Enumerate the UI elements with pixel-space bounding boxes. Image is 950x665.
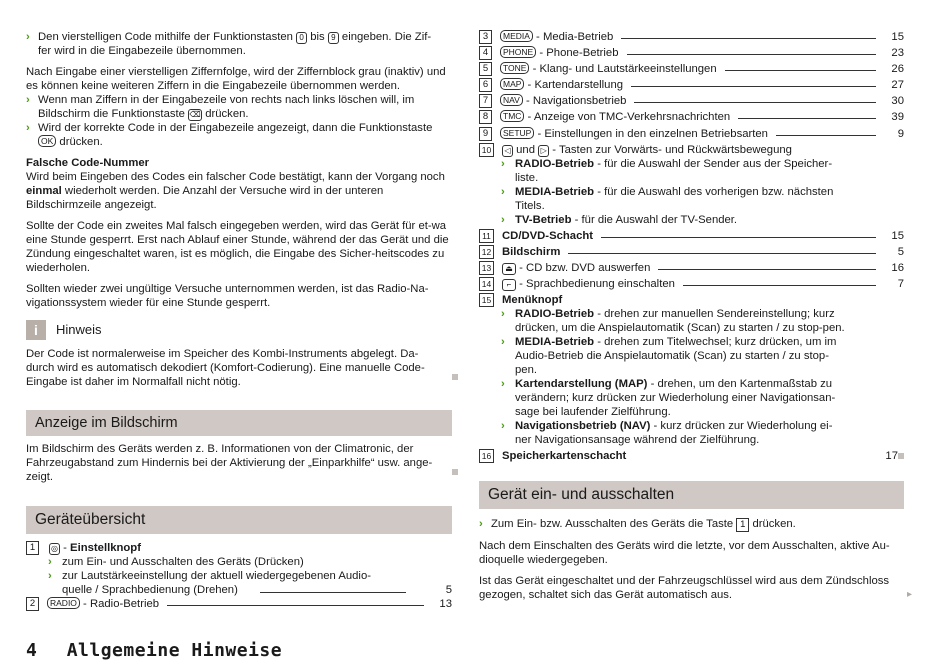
text: Den vierstelligen Code mithilfe der Funktionstasten	[38, 31, 297, 43]
sub-bullet-volume	[48, 569, 452, 597]
text: Zum Ein- bzw. Ausschalten des Geräts die Taste	[491, 518, 737, 531]
mode-label: RADIO-Betrieb	[515, 157, 595, 170]
text: - kurz drücken zur Wiederholung ei-ner Navigationsansage während der Zielführung.	[515, 420, 833, 447]
leader-line	[167, 597, 424, 606]
page-ref: 17	[885, 450, 898, 463]
text: drücken.	[202, 108, 249, 120]
sub-bullet	[501, 157, 846, 185]
toc-row	[479, 94, 904, 110]
bullet-enter-code	[26, 30, 452, 58]
section-heading-display: Anzeige im Bildschirm	[26, 410, 452, 436]
text: drücken.	[56, 136, 103, 148]
item-label: - Anzeige von TMC-Verkehrsnachrichten	[524, 111, 731, 124]
item-label: - Kartendarstellung	[524, 79, 624, 92]
delete-key-icon: ⌫	[189, 110, 201, 119]
paragraph-false-code	[26, 170, 452, 212]
leader-line	[568, 245, 876, 254]
item-label: Menüknopf	[502, 294, 563, 307]
text: fer wird in die Eingabezeile übernommen.	[38, 45, 246, 57]
leader-line	[776, 127, 876, 136]
mode-label: Kartendarstellung (MAP)	[515, 378, 648, 391]
paragraph-auto-off: Ist das Gerät eingeschaltet und der Fahrzeugschlüssel wird aus dem Zündschloss gezogen, schaltet sich das Gerät automatisch aus.	[479, 575, 890, 602]
item-screen	[479, 245, 904, 261]
callout-number: 2	[26, 597, 39, 611]
paragraph-display-info: Im Bildschirm des Geräts werden z. B. Informationen von der Climatronic, der Fahrzeugabstand zum Hindernis bei der Aktivierung der „Einparkhilfe“ usw. ange-zeigt.	[26, 443, 433, 483]
toc-row	[479, 127, 904, 143]
item-label: - Klang- und Lautstärkeeinstellungen	[529, 63, 717, 76]
callout-number: 16	[479, 449, 494, 463]
hinweis-header	[26, 320, 452, 340]
text-bold: einmal	[26, 185, 62, 197]
toc-row	[479, 62, 904, 78]
text: eingeben. Die Zif-	[338, 31, 432, 43]
callout-number: 7	[479, 94, 492, 108]
voice-control-icon: ⌐	[502, 279, 516, 291]
toc-row	[479, 110, 904, 126]
item-label: Bildschirm	[502, 245, 561, 258]
callout-number: 13	[479, 261, 494, 275]
bullet-arrow-icon: ›	[26, 94, 30, 106]
left-column	[26, 30, 452, 613]
heading-false-code: Falsche Code-Nummer	[26, 157, 150, 169]
item-radio	[26, 597, 452, 613]
leader-line	[738, 110, 876, 119]
bullet-arrow-icon: ›	[501, 213, 505, 226]
toc-row	[479, 30, 904, 46]
mode-label: TV-Betrieb	[515, 213, 572, 226]
button-key: PHONE	[500, 46, 536, 58]
text: bis	[307, 31, 328, 43]
callout-number: 8	[479, 110, 492, 124]
callout-number: 3	[479, 30, 492, 44]
bullet-arrow-icon: ›	[501, 185, 505, 198]
text: - drehen zur manuellen Sendereinstellung; kurz drücken, um die Anspielautomatik (Scan) zu starten / zu stop-pen.	[515, 308, 845, 335]
text: - für die Auswahl des vorherigen bzw. nächsten Titels.	[515, 185, 834, 212]
leader-line	[627, 46, 877, 55]
callout-number: 4	[479, 46, 492, 60]
mode-label: MEDIA-Betrieb	[515, 185, 595, 198]
page-ref: 5	[445, 584, 452, 596]
item-arrow-keys	[479, 143, 904, 157]
text: zur Lautstärkeeinstellung der aktuell wiedergegebenen Audio-quelle / Sprachbedienung (Drehen)	[62, 570, 371, 596]
button-key: TMC	[500, 110, 524, 122]
leader-line	[683, 277, 876, 286]
item-voice-control	[479, 277, 904, 293]
paragraph-lock-hour: Sollte der Code ein zweites Mal falsch eingegeben werden, wird das Gerät für et-wa eine Stunde gesperrt. Erst nach Ablauf einer Stunde, während der das Gerät und die Zündung eingeschaltet waren, ist es möglich, die Eingabe des Sicher-heitscodes zu wiederholen.	[26, 220, 449, 274]
page-ref: 5	[897, 245, 904, 258]
item-eject	[479, 261, 904, 277]
callout-number: 1	[26, 541, 39, 555]
bullet-arrow-icon: ›	[48, 570, 52, 582]
page-ref: 15	[891, 31, 904, 43]
button-key: MAP	[500, 78, 524, 90]
sub-bullet-power	[48, 555, 452, 569]
page-ref: 15	[891, 229, 904, 242]
section-end-marker	[898, 453, 904, 459]
sub-bullet	[501, 307, 846, 335]
item-memory-card-slot	[479, 449, 904, 465]
bullet-arrow-icon: ›	[501, 378, 505, 391]
item-label: - Radio-Betrieb	[79, 598, 160, 610]
page-footer	[26, 640, 283, 661]
callout-number: 15	[479, 293, 494, 307]
page-ref: 26	[891, 63, 904, 76]
continue-arrow-icon: ▸	[906, 589, 912, 601]
left-arrow-key-icon: ◁	[502, 145, 513, 157]
page-ref: 7	[897, 277, 904, 290]
knob-icon: ◎	[49, 543, 60, 555]
bullet-arrow-icon: ›	[501, 420, 505, 433]
leader-line	[725, 62, 876, 71]
bullet-arrow-icon: ›	[479, 518, 483, 531]
text: zum Ein- und Ausschalten des Geräts (Drücken)	[62, 556, 304, 568]
item-label: Einstellknopf	[70, 542, 141, 554]
key-9: 9	[328, 32, 339, 44]
callout-number: 14	[479, 277, 494, 291]
bullet-confirm-code	[26, 121, 452, 149]
eject-icon: ⏏	[502, 263, 516, 275]
ok-key: OK	[38, 135, 56, 147]
leader-line	[621, 30, 876, 39]
right-arrow-key-icon: ▷	[538, 145, 549, 157]
button-key: MEDIA	[500, 30, 533, 42]
sub-bullet	[501, 185, 846, 213]
bullet-arrow-icon: ›	[501, 308, 505, 321]
callout-number: 6	[479, 78, 492, 92]
button-key: NAV	[500, 94, 523, 106]
toc-list	[479, 30, 904, 143]
callout-number: 9	[479, 127, 492, 141]
sub-bullet	[501, 213, 846, 227]
button-key: SETUP	[500, 127, 534, 139]
bullet-arrow-icon: ›	[26, 122, 30, 134]
chapter-title: Allgemeine Hinweise	[66, 640, 283, 661]
mode-label: MEDIA-Betrieb	[515, 336, 595, 349]
text: - drehen, um den Kartenmaßstab zu verändern; kurz drücken zur Wiederholung einer Navigationsan-sage bei laufender Zielführung.	[515, 378, 836, 419]
item-label: Speicherkartenschacht	[502, 450, 627, 463]
section-heading-power: Gerät ein- und ausschalten	[479, 481, 904, 509]
sub-bullet	[501, 335, 846, 377]
text: - Tasten zur Vorwärts- und Rückwärtsbewegung	[549, 143, 792, 156]
info-icon: i	[26, 320, 46, 340]
leader-line	[634, 94, 876, 103]
paragraph-lock-again: Sollten wieder zwei ungültige Versuche unternommen werden, ist das Radio-Na-vigationssystem wieder für eine Stunde gesperrt.	[26, 283, 429, 309]
page-ref: 16	[891, 261, 904, 274]
sub-bullet	[501, 377, 846, 419]
leader-line	[658, 261, 876, 270]
bullet-delete-digits	[26, 93, 452, 121]
page-ref: 27	[891, 79, 904, 92]
item-label: - Navigationsbetrieb	[522, 95, 627, 108]
section-heading-device-overview: Geräteübersicht	[26, 506, 452, 534]
text: - für die Auswahl der Sender aus der Speicher-liste.	[515, 157, 833, 184]
item-label: - Sprachbedienung einschalten	[516, 277, 675, 290]
text: Wenn man Ziffern in der Eingabezeile von rechts nach links löschen will, im Bildschirm die Funktionstaste	[38, 94, 415, 120]
callout-number: 10	[479, 143, 494, 157]
item-cd-dvd-slot	[479, 229, 904, 245]
item-label: - Einstellungen in den einzelnen Betriebsarten	[534, 127, 768, 140]
text: - drehen zum Titelwechsel; kurz drücken, um im Audio-Betrieb die Anspielautomatik (Scan) zu starten / zu stop-pen.	[515, 336, 837, 377]
mode-label: Navigationsbetrieb (NAV)	[515, 420, 651, 433]
item-label: - Phone-Betrieb	[536, 47, 619, 60]
menu-knob-subs	[479, 307, 846, 447]
page-ref: 9	[897, 127, 904, 140]
callout-number: 12	[479, 245, 494, 259]
right-column	[479, 30, 912, 602]
sub-bullet	[501, 419, 846, 447]
button-key: TONE	[500, 62, 529, 74]
item-label: CD/DVD-Schacht	[502, 229, 594, 242]
bullet-arrow-icon: ›	[501, 157, 505, 170]
section-end-marker	[452, 374, 458, 380]
callout-number: 1	[736, 518, 749, 532]
text: drücken.	[749, 518, 796, 531]
leader-line	[631, 78, 876, 87]
page-ref: 39	[891, 111, 904, 124]
hinweis-title: Hinweis	[56, 322, 102, 337]
toc-row	[479, 46, 904, 62]
toc-row	[479, 78, 904, 94]
key-0: 0	[296, 32, 307, 44]
hinweis-text: Der Code ist normalerweise im Speicher des Kombi-Instruments abgelegt. Da-durch wird es automatisch dekodiert (Komfort-Codierung). Eine manuelle Code-Eingabe ist daher im Normalfall nicht nötig.	[26, 348, 425, 388]
bullet-arrow-icon: ›	[26, 31, 30, 43]
page-ref: 23	[891, 47, 904, 60]
text: und	[513, 143, 539, 156]
callout-number: 11	[479, 229, 494, 243]
text: wiederholt werden. Die Anzahl der Versuche wird in der unteren Bildschirmzeile angezeigt.	[26, 185, 384, 211]
page-ref: 30	[891, 95, 904, 108]
callout-number: 5	[479, 62, 492, 76]
bullet-power-key	[479, 517, 904, 532]
item-label: - CD bzw. DVD auswerfen	[516, 261, 651, 274]
paragraph-numpad-grey: Nach Eingabe einer vierstelligen Ziffernfolge, wird der Ziffernblock grau (inaktiv) und es können keine weiteren Ziffern in die Eingabezeile übernommen werden.	[26, 66, 446, 92]
page-number: 4	[26, 640, 38, 661]
leader-line	[601, 229, 876, 238]
bullet-arrow-icon: ›	[501, 336, 505, 349]
text: Wird beim Eingeben des Codes ein falscher Code bestätigt, kann der Vorgang noch	[26, 171, 445, 183]
mode-label: RADIO-Betrieb	[515, 308, 595, 321]
text: Wird der korrekte Code in der Eingabezeile angezeigt, dann die Funktionstaste	[38, 122, 433, 134]
item-menu-knob	[479, 293, 904, 307]
text: - für die Auswahl der TV-Sender.	[571, 213, 738, 226]
paragraph-last-source: Nach dem Einschalten des Geräts wird die letzte, vor dem Ausschalten, aktive Au-dioquelle wiedergegeben.	[479, 540, 890, 567]
page-ref: 13	[439, 598, 452, 610]
radio-key: RADIO	[47, 597, 80, 609]
item-label: - Media-Betrieb	[532, 31, 614, 43]
section-end-marker	[452, 469, 458, 475]
bullet-arrow-icon: ›	[48, 556, 52, 568]
arrow-keys-subs	[479, 157, 846, 227]
item-einstellknopf: 1 ◎ - Einstellknopf	[26, 541, 452, 555]
